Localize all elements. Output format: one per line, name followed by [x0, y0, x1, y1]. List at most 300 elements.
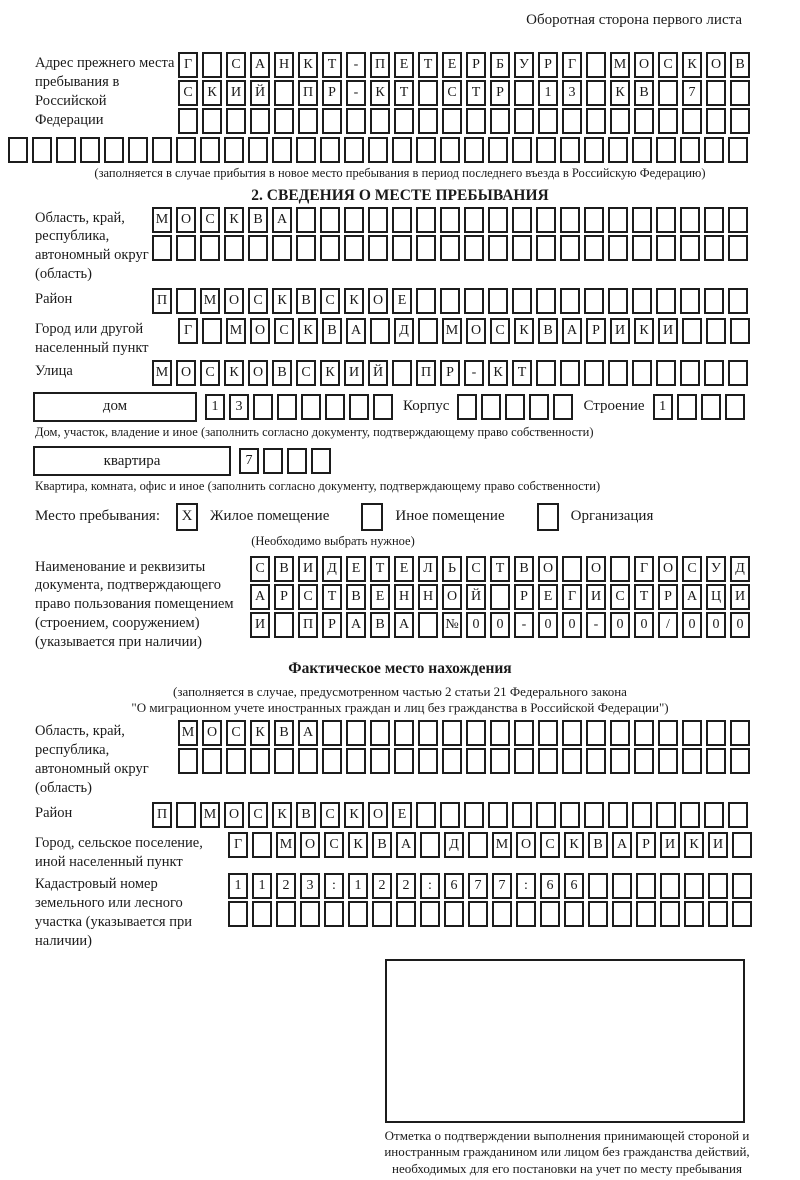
form-cell — [224, 235, 244, 261]
form-cell — [301, 394, 321, 420]
form-cell: В — [274, 556, 294, 582]
form-cell: 6 — [540, 873, 560, 899]
form-cell: - — [346, 52, 366, 78]
form-cell: Г — [634, 556, 654, 582]
form-cell: В — [346, 584, 366, 610]
apartment-box-label: квартира — [33, 446, 231, 476]
prev-address-row-4 — [8, 137, 800, 163]
form-cell — [584, 288, 604, 314]
form-cell: М — [226, 318, 246, 344]
checkbox-organization — [537, 503, 559, 531]
form-cell: Р — [636, 832, 656, 858]
form-cell: А — [396, 832, 416, 858]
form-cell — [514, 108, 534, 134]
form-cell — [488, 207, 508, 233]
form-cell: Т — [466, 80, 486, 106]
form-cell: У — [706, 556, 726, 582]
form-cell — [608, 137, 628, 163]
form-cell — [632, 235, 652, 261]
cadastral-label: Кадастровый номер земельного или лесного участка (указывается при наличии) — [35, 876, 192, 949]
form-cell — [586, 80, 606, 106]
form-cell: К — [488, 360, 508, 386]
form-cell — [464, 288, 484, 314]
form-cell — [56, 137, 76, 163]
form-cell: О — [300, 832, 320, 858]
form-cell — [658, 80, 678, 106]
form-cell — [514, 720, 534, 746]
form-cell: : — [516, 873, 536, 899]
form-cell — [176, 288, 196, 314]
form-cell — [728, 235, 748, 261]
form-cell — [562, 556, 582, 582]
form-cell: С — [274, 318, 294, 344]
page-title: Оборотная сторона первого листа — [526, 12, 742, 28]
region-label: Область, край, республика, автономный округ (область) — [35, 209, 149, 283]
form-cell — [228, 901, 248, 927]
form-cell: 1 — [653, 394, 673, 420]
form-cell — [373, 394, 393, 420]
form-cell — [656, 360, 676, 386]
form-cell — [505, 394, 525, 420]
stamp-box — [385, 959, 745, 1123]
form-cell — [370, 748, 390, 774]
form-cell — [296, 235, 316, 261]
form-cell — [392, 137, 412, 163]
form-cell: 0 — [466, 612, 486, 638]
house-note: Дом, участок, владение и иное (заполнить согласно документу, подтверждающему право собственности) — [35, 424, 594, 439]
form-cell — [682, 108, 702, 134]
form-cell — [468, 901, 488, 927]
form-cell: И — [730, 584, 750, 610]
form-cell: А — [250, 52, 270, 78]
form-cell: С — [682, 556, 702, 582]
form-cell: : — [324, 873, 344, 899]
form-cell — [252, 832, 272, 858]
form-cell — [538, 748, 558, 774]
form-cell: Д — [730, 556, 750, 582]
form-cell — [586, 748, 606, 774]
actual-city-label: Город, сельское поселение, иной населенный пункт — [35, 834, 203, 870]
form-cell — [701, 394, 721, 420]
form-cell — [287, 448, 307, 474]
form-cell — [346, 720, 366, 746]
form-cell — [488, 288, 508, 314]
form-cell — [440, 235, 460, 261]
form-cell: 7 — [492, 873, 512, 899]
form-cell: Т — [370, 556, 390, 582]
form-cell — [658, 720, 678, 746]
form-cell: Т — [394, 80, 414, 106]
form-cell — [178, 108, 198, 134]
form-cell — [488, 802, 508, 828]
region-row-2 — [152, 235, 748, 261]
form-cell: - — [514, 612, 534, 638]
form-cell — [704, 207, 724, 233]
form-cell — [457, 394, 477, 420]
form-cell — [612, 873, 632, 899]
form-cell — [560, 235, 580, 261]
form-cell — [322, 748, 342, 774]
form-cell: О — [224, 288, 244, 314]
form-cell: Т — [490, 556, 510, 582]
form-cell: П — [298, 612, 318, 638]
stay-type-note: (Необходимо выбрать нужное) — [251, 533, 415, 548]
option-other-premises-label: Иное помещение — [395, 508, 505, 525]
actual-city-block — [8, 832, 800, 872]
form-cell: С — [298, 584, 318, 610]
form-cell — [529, 394, 549, 420]
form-cell — [728, 137, 748, 163]
form-cell: Р — [538, 52, 558, 78]
form-cell: К — [320, 360, 340, 386]
form-cell: В — [296, 802, 316, 828]
form-cell: К — [344, 288, 364, 314]
form-cell — [344, 235, 364, 261]
form-cell: А — [612, 832, 632, 858]
city-row — [178, 318, 750, 344]
form-cell — [418, 108, 438, 134]
form-cell — [562, 720, 582, 746]
form-cell — [680, 235, 700, 261]
form-cell: Е — [394, 52, 414, 78]
form-cell: 0 — [562, 612, 582, 638]
form-cell: В — [248, 207, 268, 233]
form-cell — [416, 235, 436, 261]
form-cell — [658, 108, 678, 134]
checkbox-residential: X — [176, 503, 198, 531]
form-cell — [202, 748, 222, 774]
form-cell — [368, 235, 388, 261]
form-cell — [536, 360, 556, 386]
form-cell — [248, 235, 268, 261]
form-cell — [202, 52, 222, 78]
form-cell — [656, 207, 676, 233]
form-cell: К — [514, 318, 534, 344]
korpus-cells — [457, 394, 573, 420]
form-cell: К — [250, 720, 270, 746]
form-cell — [632, 207, 652, 233]
form-cell — [660, 901, 680, 927]
form-cell: О — [176, 360, 196, 386]
form-cell — [178, 748, 198, 774]
form-cell: Н — [418, 584, 438, 610]
house-row — [33, 392, 800, 422]
form-cell: 0 — [706, 612, 726, 638]
form-cell — [660, 873, 680, 899]
form-cell: С — [296, 360, 316, 386]
form-cell: В — [538, 318, 558, 344]
form-cell: О — [658, 556, 678, 582]
form-cell: О — [176, 207, 196, 233]
form-cell: 0 — [634, 612, 654, 638]
form-cell: В — [274, 720, 294, 746]
form-cell — [344, 207, 364, 233]
form-cell — [706, 720, 726, 746]
form-cell: В — [634, 80, 654, 106]
actual-district-row — [152, 802, 748, 828]
form-cell — [370, 720, 390, 746]
form-cell — [368, 207, 388, 233]
form-cell: К — [564, 832, 584, 858]
form-cell: 7 — [682, 80, 702, 106]
form-cell: Р — [466, 52, 486, 78]
form-cell: С — [248, 802, 268, 828]
form-cell: О — [538, 556, 558, 582]
form-cell: М — [276, 832, 296, 858]
form-cell — [708, 873, 728, 899]
actual-region-block — [8, 720, 800, 797]
form-cell — [274, 748, 294, 774]
form-cell — [370, 318, 390, 344]
form-cell: Й — [250, 80, 270, 106]
form-cell: И — [344, 360, 364, 386]
prev-address-block — [8, 52, 800, 134]
form-cell — [680, 360, 700, 386]
form-cell — [610, 720, 630, 746]
form-cell: О — [634, 52, 654, 78]
form-cell — [656, 288, 676, 314]
form-cell: 0 — [490, 612, 510, 638]
form-cell: И — [586, 584, 606, 610]
form-cell: Т — [512, 360, 532, 386]
form-cell: О — [466, 318, 486, 344]
form-cell: К — [344, 802, 364, 828]
form-cell: О — [248, 360, 268, 386]
form-cell: Г — [178, 52, 198, 78]
form-cell — [684, 873, 704, 899]
form-cell: П — [370, 52, 390, 78]
form-cell — [680, 288, 700, 314]
form-cell — [586, 108, 606, 134]
form-cell — [704, 288, 724, 314]
form-cell — [272, 137, 292, 163]
district-block — [8, 288, 800, 314]
form-cell: Й — [466, 584, 486, 610]
form-cell: А — [682, 584, 702, 610]
form-cell: 2 — [276, 873, 296, 899]
form-cell: С — [200, 360, 220, 386]
form-cell — [706, 108, 726, 134]
form-cell — [728, 802, 748, 828]
form-cell — [706, 318, 726, 344]
form-cell — [514, 748, 534, 774]
form-cell — [442, 108, 462, 134]
form-cell — [466, 720, 486, 746]
form-cell: А — [250, 584, 270, 610]
form-cell: И — [708, 832, 728, 858]
form-cell — [584, 360, 604, 386]
form-cell: С — [324, 832, 344, 858]
form-cell — [562, 748, 582, 774]
form-cell: Р — [274, 584, 294, 610]
form-cell: М — [152, 207, 172, 233]
form-cell — [392, 360, 412, 386]
form-cell — [418, 612, 438, 638]
form-cell — [202, 108, 222, 134]
option-residential-label: Жилое помещение — [210, 508, 330, 525]
form-cell — [416, 802, 436, 828]
form-cell: 7 — [239, 448, 259, 474]
form-cell — [732, 873, 752, 899]
form-cell — [298, 108, 318, 134]
form-cell — [512, 288, 532, 314]
form-cell — [176, 802, 196, 828]
actual-region-row-2 — [178, 748, 750, 774]
form-cell — [263, 448, 283, 474]
form-cell — [274, 612, 294, 638]
document-label: Наименование и реквизиты документа, подтверждающего право пользования помещением (строением, сооружением) (указывается при наличии) — [35, 558, 234, 650]
form-cell — [250, 108, 270, 134]
form-cell — [394, 108, 414, 134]
form-cell — [202, 318, 222, 344]
form-cell — [656, 802, 676, 828]
form-cell — [296, 137, 316, 163]
form-cell — [730, 108, 750, 134]
form-cell — [226, 748, 246, 774]
prev-address-note: (заполняется в случае прибытия в новое место пребывания в период последнего въезда в Российскую Федерацию) — [94, 166, 706, 180]
form-cell: К — [682, 52, 702, 78]
form-cell: В — [730, 52, 750, 78]
form-cell: С — [250, 556, 270, 582]
form-cell — [420, 901, 440, 927]
form-cell: П — [416, 360, 436, 386]
form-cell: 1 — [538, 80, 558, 106]
form-cell: О — [586, 556, 606, 582]
form-cell: К — [298, 52, 318, 78]
form-cell: С — [178, 80, 198, 106]
form-cell: Р — [490, 80, 510, 106]
form-cell — [80, 137, 100, 163]
form-cell — [608, 207, 628, 233]
form-cell — [300, 901, 320, 927]
form-cell — [732, 901, 752, 927]
form-cell — [588, 873, 608, 899]
form-cell — [490, 584, 510, 610]
form-cell — [540, 901, 560, 927]
form-cell: В — [272, 360, 292, 386]
form-cell — [322, 720, 342, 746]
form-cell: Е — [392, 802, 412, 828]
form-cell: 2 — [372, 873, 392, 899]
form-cell — [464, 802, 484, 828]
form-cell: Г — [562, 52, 582, 78]
city-label: Город или другой населенный пункт — [35, 321, 149, 356]
form-cell: А — [394, 612, 414, 638]
prev-address-row-3 — [178, 108, 750, 134]
form-cell — [708, 901, 728, 927]
form-cell: 6 — [564, 873, 584, 899]
form-cell — [586, 52, 606, 78]
section2-title: 2. СВЕДЕНИЯ О МЕСТЕ ПРЕБЫВАНИЯ — [251, 186, 549, 204]
form-cell — [636, 901, 656, 927]
form-cell: И — [660, 832, 680, 858]
form-cell — [488, 137, 508, 163]
stamp-note: Отметка о подтверждении выполнения принимающей стороной и иностранным гражданином или лицом без гражданства действий, необходимых для его постановки на учет по месту пребывания — [384, 1127, 750, 1176]
form-cell — [730, 720, 750, 746]
form-cell: П — [298, 80, 318, 106]
form-cell: С — [658, 52, 678, 78]
form-cell — [730, 80, 750, 106]
form-cell — [277, 394, 297, 420]
form-cell — [322, 108, 342, 134]
form-cell — [656, 235, 676, 261]
form-cell: Д — [394, 318, 414, 344]
house-box-label: дом — [33, 392, 197, 422]
street-row — [152, 360, 748, 386]
form-cell — [298, 748, 318, 774]
form-cell — [464, 235, 484, 261]
form-cell: М — [200, 802, 220, 828]
form-cell — [442, 720, 462, 746]
form-cell: С — [540, 832, 560, 858]
form-cell — [176, 235, 196, 261]
form-cell: О — [442, 584, 462, 610]
form-cell: Н — [274, 52, 294, 78]
form-cell — [348, 901, 368, 927]
form-cell — [536, 207, 556, 233]
form-cell — [634, 748, 654, 774]
form-cell — [538, 720, 558, 746]
form-cell — [680, 207, 700, 233]
form-cell — [728, 207, 748, 233]
form-cell: А — [346, 612, 366, 638]
form-cell — [632, 288, 652, 314]
form-cell — [128, 137, 148, 163]
form-cell: 6 — [444, 873, 464, 899]
form-cell: 0 — [682, 612, 702, 638]
form-cell — [634, 108, 654, 134]
stay-type-row — [35, 503, 800, 531]
form-cell — [394, 748, 414, 774]
form-cell — [396, 901, 416, 927]
apartment-cells — [239, 448, 331, 474]
form-cell: С — [442, 80, 462, 106]
form-cell — [514, 80, 534, 106]
form-cell — [730, 318, 750, 344]
form-cell: О — [368, 802, 388, 828]
form-cell: И — [250, 612, 270, 638]
form-cell: № — [442, 612, 462, 638]
form-cell — [584, 235, 604, 261]
form-cell: К — [224, 360, 244, 386]
street-block — [8, 360, 800, 386]
form-cell: С — [226, 720, 246, 746]
form-cell — [320, 137, 340, 163]
form-cell: А — [346, 318, 366, 344]
form-cell: 7 — [468, 873, 488, 899]
form-cell: Г — [178, 318, 198, 344]
form-cell — [680, 137, 700, 163]
form-cell — [346, 748, 366, 774]
form-cell — [632, 802, 652, 828]
form-cell — [418, 748, 438, 774]
form-cell — [440, 207, 460, 233]
form-cell — [8, 137, 28, 163]
form-cell — [536, 288, 556, 314]
form-cell: М — [178, 720, 198, 746]
stay-type-label: Место пребывания: — [35, 508, 160, 525]
form-cell — [677, 394, 697, 420]
form-cell — [440, 802, 460, 828]
form-cell — [553, 394, 573, 420]
form-cell: К — [684, 832, 704, 858]
form-cell: М — [442, 318, 462, 344]
form-cell — [656, 137, 676, 163]
prev-address-label: Адрес прежнего места пребывания в Российской Федерации — [35, 55, 175, 128]
form-cell — [488, 235, 508, 261]
form-cell — [512, 137, 532, 163]
cadastral-row-2 — [228, 901, 752, 927]
